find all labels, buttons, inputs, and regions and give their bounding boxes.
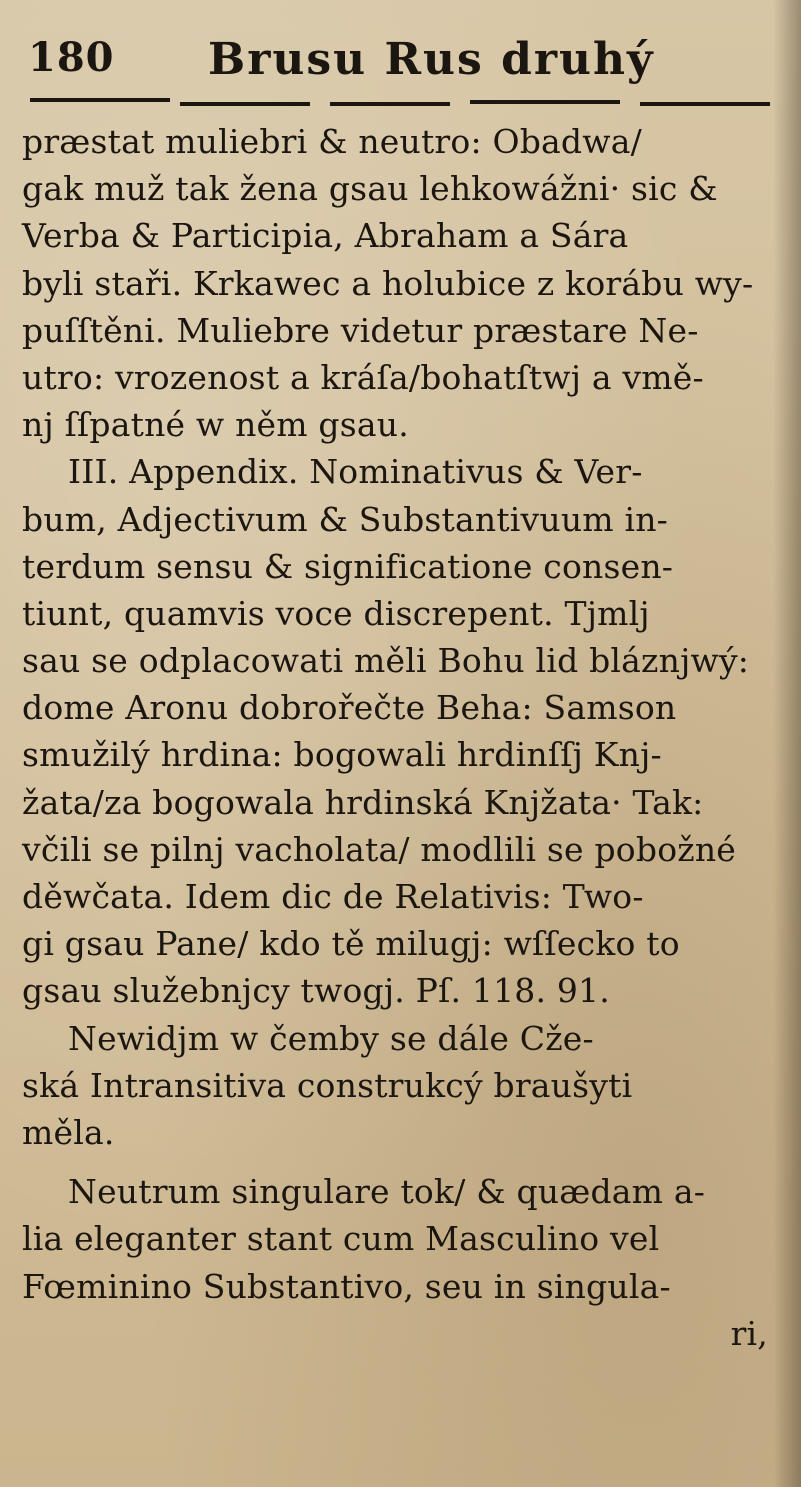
text-line: gsau služebnjcy twogj. Pſ. 118. 91. [22,971,610,1011]
text-line: Fœminino Substantivo, seu in singula- [22,1266,671,1306]
header-rule [180,102,310,106]
body-text [22,118,774,1357]
text-line: byli staři. Krkawec a holubice z korábu wy- [22,263,754,303]
text-line: měla. [22,1112,115,1152]
page-header [28,34,768,104]
page-edge-shadow [773,0,801,1487]
text-line: ská Intransitiva construkcý braušyti [22,1065,633,1105]
text-line: včili se pilnj vacholata/ modlili se pobožné [22,829,737,869]
text-line: nj ſſpatné w něm gsau. [22,405,409,445]
text-line: lia eleganter stant cum Masculino vel [22,1219,660,1259]
text-line: utro: vrozenost a kráſa/bohatſtwj a vmě- [22,357,704,397]
text-line: bum, Adjectivum & Substantivuum in- [22,499,669,539]
header-rule [640,102,770,106]
header-rule [30,98,170,102]
section-heading-line: III. Appendix. Nominativus & Ver- [68,452,643,492]
header-rule [470,100,620,104]
header-rule [330,102,450,106]
text-line: Verba & Participia, Abraham a Sára [22,216,629,256]
text-line: præstat muliebri & neutro: Obadwa/ [22,122,642,161]
text-line: gi gsau Pane/ kdo tě milugj: wſſecko to [22,924,680,964]
catchword-line: ri, [730,1313,768,1353]
text-line: puſſtěni. Muliebre videtur præstare Ne- [22,310,699,350]
text-line: dome Aronu dobrořečte Beha: Samson [22,688,677,728]
text-line: gak muž tak žena gsau lehkowážni· sic & [22,169,718,209]
text-line: terdum sensu & significatione consen- [22,546,674,586]
text-line: tiunt, quamvis voce discrepent. Tjmlj [22,593,650,633]
text-line: žata/za bogowala hrdinská Knjžata· Tak: [22,782,704,822]
paragraph-start-line: Neutrum singulare tok/ & quædam a- [68,1172,706,1212]
text-line: smužilý hrdina: bogowali hrdinſſj Knj- [22,735,662,775]
text-line: děwčata. Idem dic de Relativis: Two- [22,877,644,916]
paragraph-start-line: Newidjm w čemby se dále Cže- [68,1018,594,1058]
running-head: Brusu Rus druhý [208,34,655,85]
page-number: 180 [28,34,115,81]
text-line: sau se odplacowati měli Bohu lid bláznjwý: [22,641,750,681]
